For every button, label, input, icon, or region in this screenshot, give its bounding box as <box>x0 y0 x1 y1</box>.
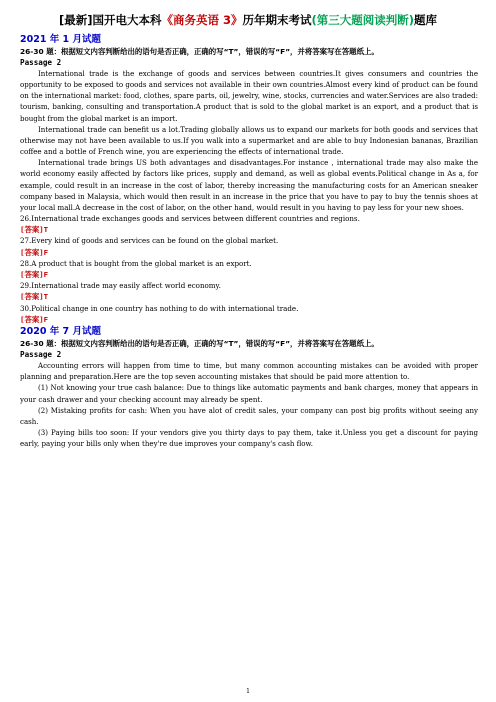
passage-paragraph: International trade is the exchange of goods and services between countries.It gives consumers and countries the opportunity to be exposed to goods and services not available in their own countries.Almost every kind of product can be found on the international market: food, clothes, spare parts, oil, jewelry, wine, stocks, currencies and water.Services are also traded: tourism, banking, consulting and transportation.A product that is sold to the global market is an export, and a product that is bought from the global market is an import. <box>20 69 478 123</box>
question-30: 30.Political change in one country has nothing to do with international trade. <box>20 303 299 313</box>
passage-paragraph: (2) Mistaking profits for cash: When you have alot of credit sales, your company can post big profits without seeing any cash. <box>20 405 478 426</box>
answer-26: [答案]T <box>20 225 49 235</box>
answer-29: [答案]T <box>20 292 49 302</box>
answer-27: [答案]F <box>20 247 49 257</box>
title-part: (第三大题阅读判断) <box>311 13 415 27</box>
section-instruction: 26-30 题：根据短文内容判断给出的语句是否正确，正确的写“T”，错误的写“F”，并将答案写在答题纸上。 <box>20 47 379 56</box>
passage-paragraph: (1) Not knowing your true cash balance: Due to things like automatic payments and bank charges, money that appears in your cash drawer and your checking account may already be spent. <box>20 383 478 404</box>
document-body <box>20 33 478 449</box>
page-title <box>0 12 496 28</box>
passage-label: Passage 2 <box>20 58 62 67</box>
question-29: 29.International trade may easily affect world economy. <box>20 281 221 291</box>
answer-28: [答案]F <box>20 270 49 280</box>
section-instruction: 26-30 题：根据短文内容判断给出的语句是否正确，正确的写“T”，错误的写“F”，并将答案写在答题纸上。 <box>20 339 379 349</box>
question-27: 27.Every kind of goods and services can be found on the global market. <box>20 236 279 246</box>
section-heading: 2021 年 1 月试题 <box>20 34 101 45</box>
passage-paragraph: International trade brings US both advantages and disadvantages.For instance , international trade may also make the world economy easily affected by factors like prices, supply and demand, as well as global events.Political change in As a, for example, could result in an increase in the cost of labor, thereby increasing the manufacturing costs for an American sneaker company based in Malaysia, which would then result in an increase in the price that you have to pay to buy the tennis shoes at your local mall.A decrease in the cost of labor, on the other hand, would result in you having to pay less for your new shoes. <box>20 158 478 212</box>
title-prefix: [最新]国开电大本科 <box>58 13 162 27</box>
question-26: 26.International trade exchanges goods and services between different countries and regions. <box>20 214 360 224</box>
title-suffix: 题库 <box>414 13 438 27</box>
passage-paragraph: (3) Paying bills too soon: If your vendors give you thirty days to pay them, take it.Unless you get a discount for paying early, paying your bills only when they're due improves your company's cash flow. <box>20 428 478 449</box>
passage-paragraph: International trade can benefit us a lot.Trading globally allows us to expand our markets for both goods and services that otherwise may not have been available to us.If you walk into a supermarket and are able to buy Indonesian bananas, Brazilian coffee and a bottle of French wine, you are experiencing the effects of international trade. <box>20 124 478 157</box>
passage-label: Passage 2 <box>20 350 62 360</box>
section-heading: 2020 年 7 月试题 <box>20 326 101 338</box>
answer-30: [答案]F <box>20 314 49 324</box>
title-middle: 历年期末考试 <box>242 13 312 27</box>
title-course: 《商务英语 3》 <box>161 13 243 27</box>
question-28: 28.A product that is bought from the global market is an export. <box>20 258 252 268</box>
page-number: 1 <box>246 688 250 695</box>
passage-paragraph: Accounting errors will happen from time to time, but many common accounting mistakes can be avoided with proper planning and preparation.Here are the top seven accounting mistakes that should be paid more attention to. <box>20 361 478 382</box>
